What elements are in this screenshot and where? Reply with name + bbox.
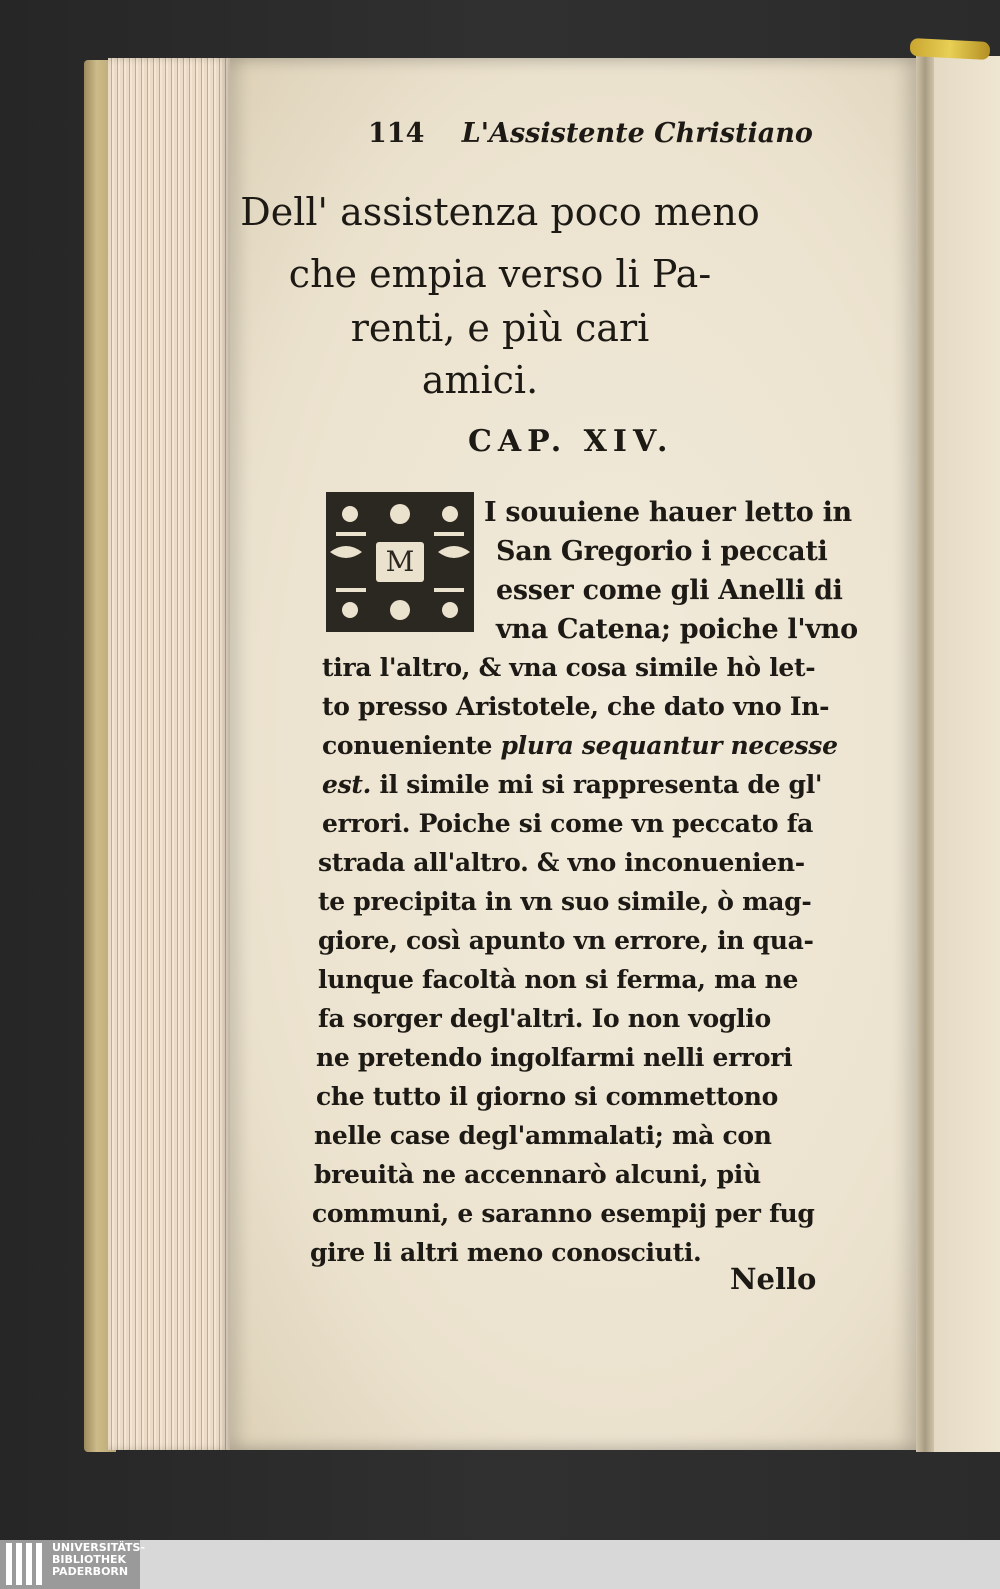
logo-line: BIBLIOTHEK	[52, 1553, 127, 1566]
chapter-title-line: Dell' assistenza poco meno	[240, 190, 760, 234]
running-header	[368, 118, 813, 149]
catchword: Nello	[730, 1262, 817, 1296]
library-logo-icon	[6, 1543, 46, 1585]
body-line: che tutto il giorno si commettono	[316, 1082, 778, 1111]
logo-line: PADERBORN	[52, 1565, 129, 1578]
body-line: tira l'altro, & vna cosa simile hò let-	[322, 653, 816, 682]
body-line: errori. Poiche si come vn peccato fa	[322, 809, 814, 838]
latin-quote: est.	[322, 770, 372, 799]
body-line: San Gregorio i peccati	[496, 536, 828, 567]
logo-line: UNIVERSITÄTS-	[52, 1541, 146, 1554]
chapter-title-line: che empia verso li Pa-	[288, 252, 712, 296]
body-line: giore, così apunto vn errore, in qua-	[318, 926, 814, 955]
body-line: esser come gli Anelli di	[496, 575, 843, 606]
body-line: gire li altri meno conosciuti.	[310, 1238, 702, 1267]
chapter-title-line: renti, e più cari	[350, 306, 650, 350]
body-line: ne pretendo ingolfarmi nelli errori	[316, 1043, 793, 1072]
body-line: te precipita in vn suo simile, ò mag-	[318, 887, 812, 916]
body-line: I souuiene hauer letto in	[484, 497, 852, 528]
body-line: communi, e saranno esempij per fug	[312, 1199, 815, 1228]
footer-bar	[0, 1540, 1000, 1589]
body-line: lunque facoltà non si ferma, ma ne	[318, 965, 799, 994]
body-line-mixed	[322, 731, 838, 760]
body-line: to presso Aristotele, che dato vno In-	[322, 692, 830, 721]
running-title: L'Assistente Christiano	[461, 118, 813, 149]
page-number: 114	[368, 118, 425, 149]
body-text: il simile mi si rappresenta de gl'	[379, 770, 823, 799]
decorated-initial	[326, 492, 474, 632]
body-line-mixed	[322, 770, 822, 799]
latin-quote: plura sequantur necesse	[500, 731, 838, 760]
initial-letter: M	[385, 545, 415, 578]
body-line: nelle case degl'ammalati; mà con	[314, 1121, 772, 1150]
body-line: vna Catena; poiche l'vno	[496, 614, 858, 645]
library-logo-text	[52, 1542, 145, 1578]
body-text: conueniente	[322, 731, 493, 760]
body-line: strada all'altro. & vno inconuenien-	[318, 848, 805, 877]
body-line: fa sorger degl'altri. Io non voglio	[318, 1004, 771, 1033]
body-line: breuità ne accennarò alcuni, più	[314, 1160, 761, 1189]
chapter-title-line: amici.	[421, 358, 539, 402]
chapter-number: CAP. XIV.	[468, 424, 674, 459]
